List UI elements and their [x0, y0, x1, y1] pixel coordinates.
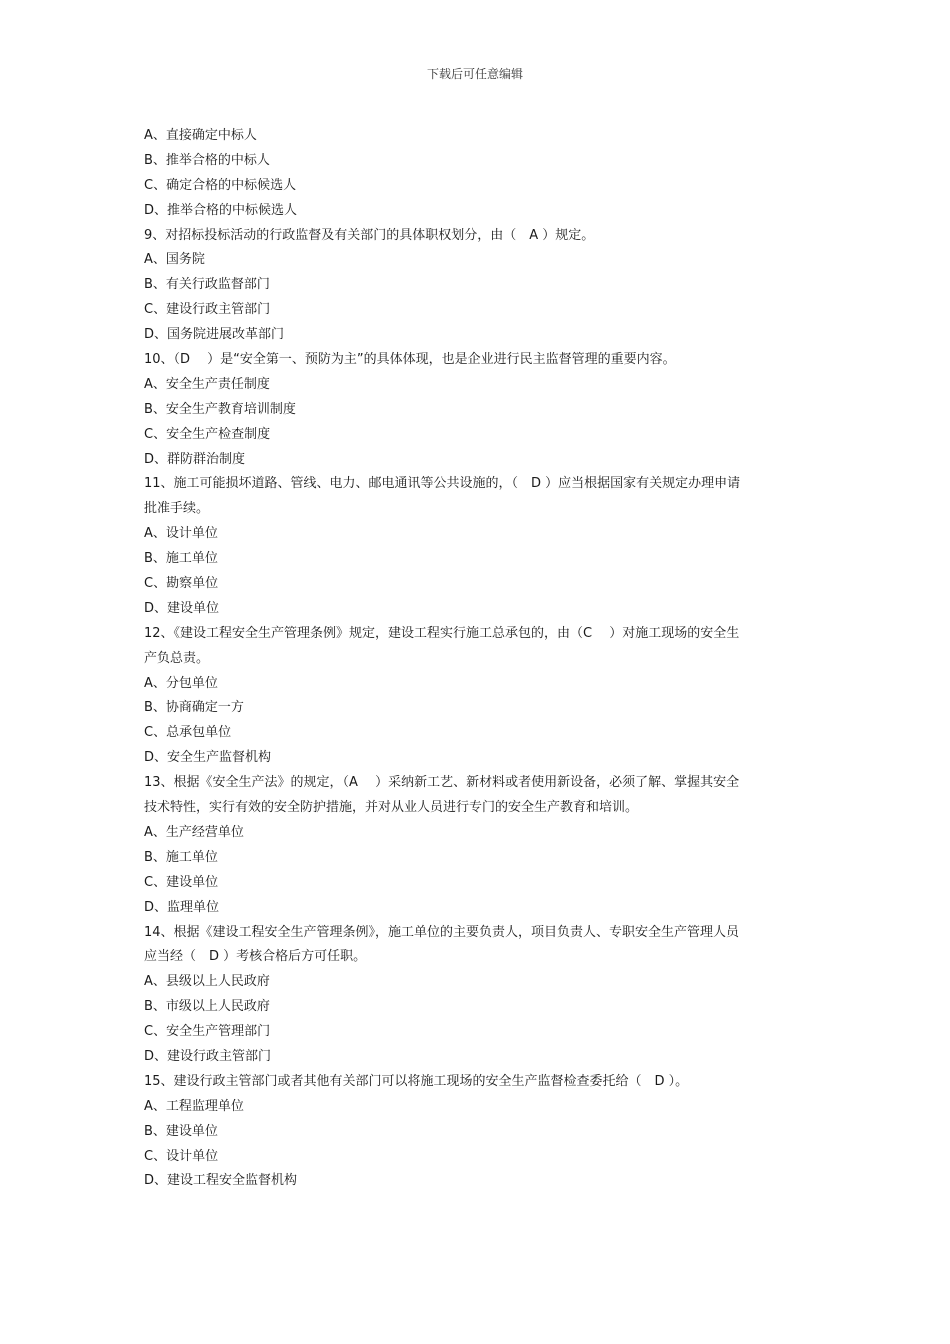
text-line: C、确定合格的中标候选人 [144, 177, 297, 193]
text-line: B、有关行政监督部门 [144, 277, 270, 293]
text-line: A、工程监理单位 [144, 1098, 244, 1114]
text-line: C、建设单位 [144, 874, 219, 890]
text-line: D、建设行政主管部门 [144, 1048, 272, 1064]
question-text: 应当经（ D ）考核合格后方可任职。 [144, 949, 367, 965]
question-text: 11、施工可能损坏道路、管线、电力、邮电通讯等公共设施的，（ D ）应当根据国家有关规定办理申请 [144, 476, 741, 492]
text-line: B、推举合格的中标人 [144, 152, 270, 168]
question-text: 12、《建设工程安全生产管理条例》规定，建设工程实行施工总承包的，由（C ）对施工现场的安全生 [144, 625, 740, 641]
text-line: C、安全生产检查制度 [144, 426, 271, 442]
text-line: C、设计单位 [144, 1148, 219, 1164]
text-line: A、设计单位 [144, 526, 218, 542]
text-line: D、建设单位 [144, 600, 220, 616]
question-text: 产负总责。 [144, 650, 210, 666]
text-line: A、县级以上人民政府 [144, 974, 270, 990]
text-line: D、群防群治制度 [144, 451, 246, 467]
text-line: D、建设工程安全监督机构 [144, 1173, 298, 1189]
text-line: A、安全生产责任制度 [144, 376, 270, 392]
text-line: C、安全生产管理部门 [144, 1024, 271, 1040]
text-line: A、直接确定中标人 [144, 128, 257, 143]
text-line: C、勘察单位 [144, 576, 219, 592]
text-line: D、安全生产监督机构 [144, 750, 272, 766]
question-text: 10、（D ）是“安全第一、预防为主”的具体体现，也是企业进行民主监督管理的重要内容。 [144, 352, 676, 368]
text-line: B、协商确定一方 [144, 700, 244, 716]
document-body [144, 124, 808, 1194]
text-line: D、国务院进展改革部门 [144, 327, 285, 343]
text-line: C、建设行政主管部门 [144, 302, 271, 318]
question-text: 13、根据《安全生产法》的规定，（A ）采纳新工艺、新材料或者使用新设备，必须了解、掌握其安全 [144, 775, 740, 791]
text-line: A、分包单位 [144, 675, 218, 691]
text-line: B、市级以上人民政府 [144, 999, 270, 1015]
question-text: 技术特性，实行有效的安全防护措施，并对从业人员进行专门的安全生产教育和培训。 [144, 800, 639, 816]
text-line: B、安全生产教育培训制度 [144, 401, 296, 417]
text-line: D、监理单位 [144, 899, 220, 915]
question-text: 批准手续。 [144, 501, 210, 517]
question-text: 9、对招标投标活动的行政监督及有关部门的具体职权划分，由（ A ）规定。 [144, 227, 595, 243]
page-header: 下载后可任意编辑 [426, 67, 523, 81]
text-line: A、国务院 [144, 252, 205, 268]
text-line: C、总承包单位 [144, 725, 232, 741]
text-line: A、生产经营单位 [144, 824, 244, 840]
text-line: B、施工单位 [144, 849, 218, 865]
question-text: 15、建设行政主管部门或者其他有关部门可以将施工现场的安全生产监督检查委托给（ D ）。 [144, 1073, 689, 1089]
text-line: B、建设单位 [144, 1123, 218, 1139]
text-line: D、推举合格的中标候选人 [144, 202, 298, 218]
question-text: 14、根据《建设工程安全生产管理条例》，施工单位的主要负责人，项目负责人、专职安全生产管理人员 [144, 924, 740, 940]
text-line: B、施工单位 [144, 551, 218, 567]
